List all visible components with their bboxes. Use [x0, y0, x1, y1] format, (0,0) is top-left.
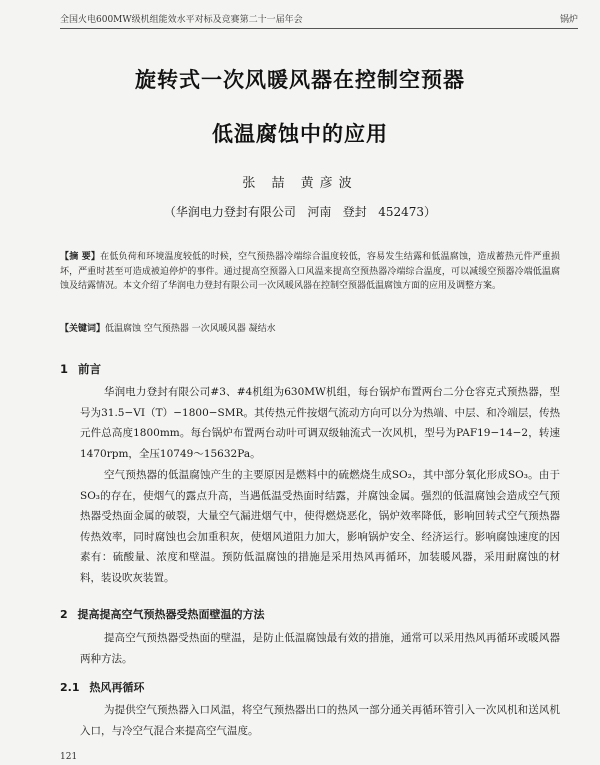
paper-title-line1: 旋转式一次风暖风器在控制空预器	[135, 68, 465, 92]
section-2-1-heading: 2.1 热风再循环	[60, 681, 145, 694]
page-number: 121	[60, 752, 78, 762]
keywords-text: 低温腐蚀 空气预热器 一次风暖风器 凝结水	[105, 324, 276, 334]
keywords	[60, 321, 560, 334]
section-2-1-paragraph-1: 为提供空气预热器入口风温，将空气预热器出口的热风一部分通关再循环管引入一次风机和送风机入口，与冷空气混合来提高空气温度。	[80, 704, 560, 737]
paper-title-line2: 低温腐蚀中的应用	[212, 122, 388, 146]
section-1-heading: 1 前言	[60, 362, 102, 376]
running-head-left: 全国火电600MW级机组能效水平对标及竞赛第二十一届年会	[60, 15, 303, 25]
running-head-right: 锅炉	[559, 15, 578, 25]
affiliation: （华润电力登封有限公司 河南 登封 452473）	[163, 205, 437, 219]
authors: 张 喆 黄彦波	[242, 176, 358, 191]
section-1-paragraph-2: 空气预热器的低温腐蚀产生的主要原因是燃料中的硫燃烧生成SO₂，其中部分氧化形成SO₃。由于SO₃的存在，使烟气的露点升高，当遇低温受热面时结露，并腐蚀金属。强烈的低温腐蚀会造成空气预热器受热面金属的破裂，大量空气漏进烟气中，使得燃烧恶化，锅炉效率降低，影响回转式空气预热器传热效率，同时腐蚀也会加重积灰，使烟风道阻力加大，影响锅炉安全、经济运行。影响腐蚀速度的因素有：硫酸量、浓度和壁温。预防低温腐蚀的措施是采用热风再循环，加装暖风器，采用耐腐蚀的材料，装设吹灰装置。	[80, 469, 560, 584]
section-1-paragraph-1: 华润电力登封有限公司#3、#4机组为630MW机组，每台锅炉布置两台二分仓容克式预热器，型号为31.5−VI（T）−1800−SMR。其传热元件按烟气流动方向可以分为热端、中层、和冷端层，传热元件总高度1800mm。每台锅炉布置两台动叶可调双级轴流式一次风机，型号为PAF19−14−2，转速1470rpm，全压10749～15632Pa。	[80, 386, 560, 460]
keywords-label: 【关键词】	[60, 324, 106, 334]
abstract-text: 在低负荷和环境温度较低的时候，空气预热器冷端综合温度较低，容易发生结露和低温腐蚀，造成蓄热元件严重损坏，严重时甚至可造成被迫停炉的事件。通过提高空预器入口风温来提高空预热器冷端综合温度，可以减缓空预器冷端低温腐蚀及结露情况。本文介绍了华润电力登封有限公司一次风暖风器在控制空预器低温腐蚀方面的应用及调整方案。	[60, 252, 560, 291]
abstract-label: 【摘 要】	[60, 252, 101, 262]
running-head	[60, 11, 578, 29]
abstract	[60, 250, 560, 294]
section-2-heading: 2 提高提高空气预热器受热面壁温的方法	[60, 608, 265, 621]
section-2-paragraph-1: 提高空气预热器受热面的壁温，是防止低温腐蚀最有效的措施，通常可以采用热风再循环或暖风器两种方法。	[80, 632, 560, 665]
